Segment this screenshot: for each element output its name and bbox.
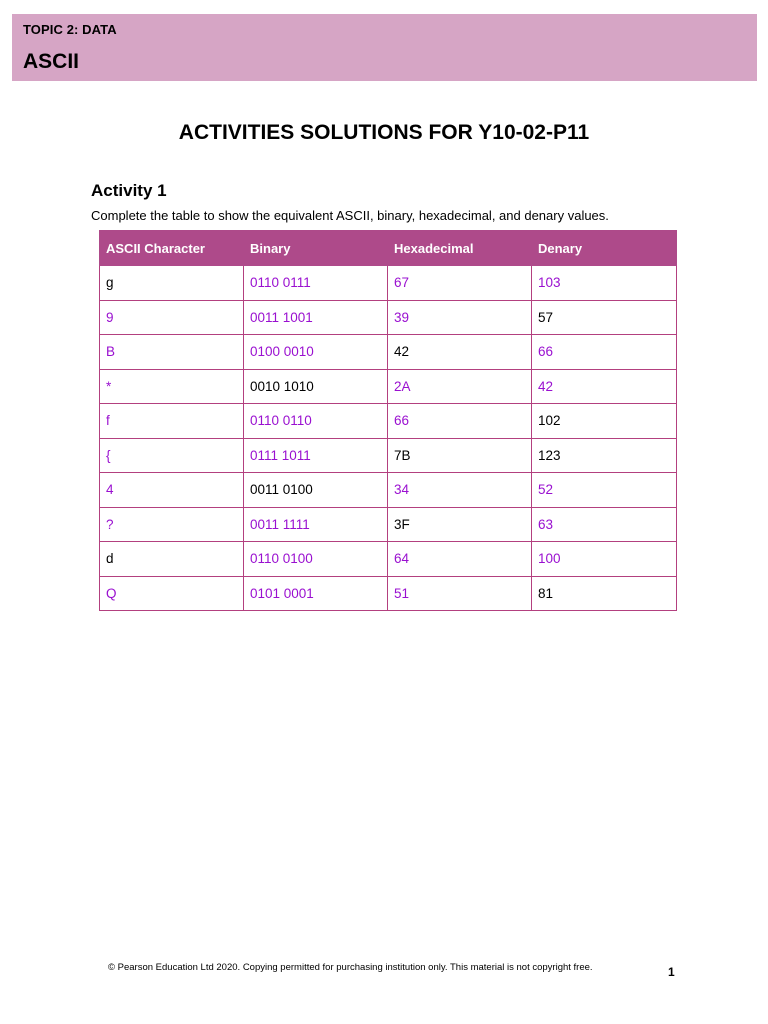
ascii-cell: f [100, 404, 244, 439]
column-header-denary: Denary [532, 231, 677, 266]
binary-cell: 0101 0001 [244, 576, 388, 611]
denary-cell: 42 [532, 369, 677, 404]
binary-cell: 0011 1111 [244, 507, 388, 542]
binary-cell: 0010 1010 [244, 369, 388, 404]
ascii-cell: B [100, 335, 244, 370]
table-row [100, 507, 677, 542]
binary-cell: 0100 0010 [244, 335, 388, 370]
page-heading: ASCII [23, 50, 80, 73]
denary-cell: 52 [532, 473, 677, 508]
activity-instructions: Complete the table to show the equivalent ASCII, binary, hexadecimal, and denary values. [91, 208, 609, 223]
binary-cell: 0011 1001 [244, 300, 388, 335]
table-row [100, 369, 677, 404]
ascii-cell: 9 [100, 300, 244, 335]
denary-cell: 123 [532, 438, 677, 473]
denary-cell: 103 [532, 266, 677, 301]
ascii-conversion-table [99, 230, 677, 611]
denary-cell: 57 [532, 300, 677, 335]
ascii-cell: ? [100, 507, 244, 542]
column-header-binary: Binary [244, 231, 388, 266]
table-row [100, 438, 677, 473]
binary-cell: 0110 0111 [244, 266, 388, 301]
table-row [100, 542, 677, 577]
hexadecimal-cell: 3F [388, 507, 532, 542]
table-row [100, 335, 677, 370]
table-row [100, 473, 677, 508]
table-row [100, 266, 677, 301]
hexadecimal-cell: 64 [388, 542, 532, 577]
hexadecimal-cell: 2A [388, 369, 532, 404]
hexadecimal-cell: 67 [388, 266, 532, 301]
ascii-cell: g [100, 266, 244, 301]
ascii-cell: 4 [100, 473, 244, 508]
table-header-row [100, 231, 677, 266]
header-band [12, 14, 757, 81]
table-body [100, 266, 677, 611]
denary-cell: 66 [532, 335, 677, 370]
ascii-cell: * [100, 369, 244, 404]
binary-cell: 0111 1011 [244, 438, 388, 473]
column-header-hexadecimal: Hexadecimal [388, 231, 532, 266]
table-row [100, 576, 677, 611]
copyright-footer: © Pearson Education Ltd 2020. Copying permitted for purchasing institution only. This material is not copyright free. [108, 962, 593, 973]
hexadecimal-cell: 66 [388, 404, 532, 439]
binary-cell: 0011 0100 [244, 473, 388, 508]
hexadecimal-cell: 7B [388, 438, 532, 473]
ascii-cell: d [100, 542, 244, 577]
binary-cell: 0110 0100 [244, 542, 388, 577]
table-row [100, 300, 677, 335]
denary-cell: 81 [532, 576, 677, 611]
binary-cell: 0110 0110 [244, 404, 388, 439]
hexadecimal-cell: 42 [388, 335, 532, 370]
denary-cell: 102 [532, 404, 677, 439]
hexadecimal-cell: 39 [388, 300, 532, 335]
topic-label: TOPIC 2: DATA [23, 22, 117, 37]
page-number: 1 [668, 965, 675, 979]
ascii-cell: Q [100, 576, 244, 611]
ascii-cell: { [100, 438, 244, 473]
document-title: ACTIVITIES SOLUTIONS FOR Y10-02-P11 [178, 121, 590, 144]
hexadecimal-cell: 34 [388, 473, 532, 508]
column-header-ascii: ASCII Character [100, 231, 244, 266]
denary-cell: 63 [532, 507, 677, 542]
activity-heading: Activity 1 [91, 181, 167, 200]
table-row [100, 404, 677, 439]
denary-cell: 100 [532, 542, 677, 577]
hexadecimal-cell: 51 [388, 576, 532, 611]
